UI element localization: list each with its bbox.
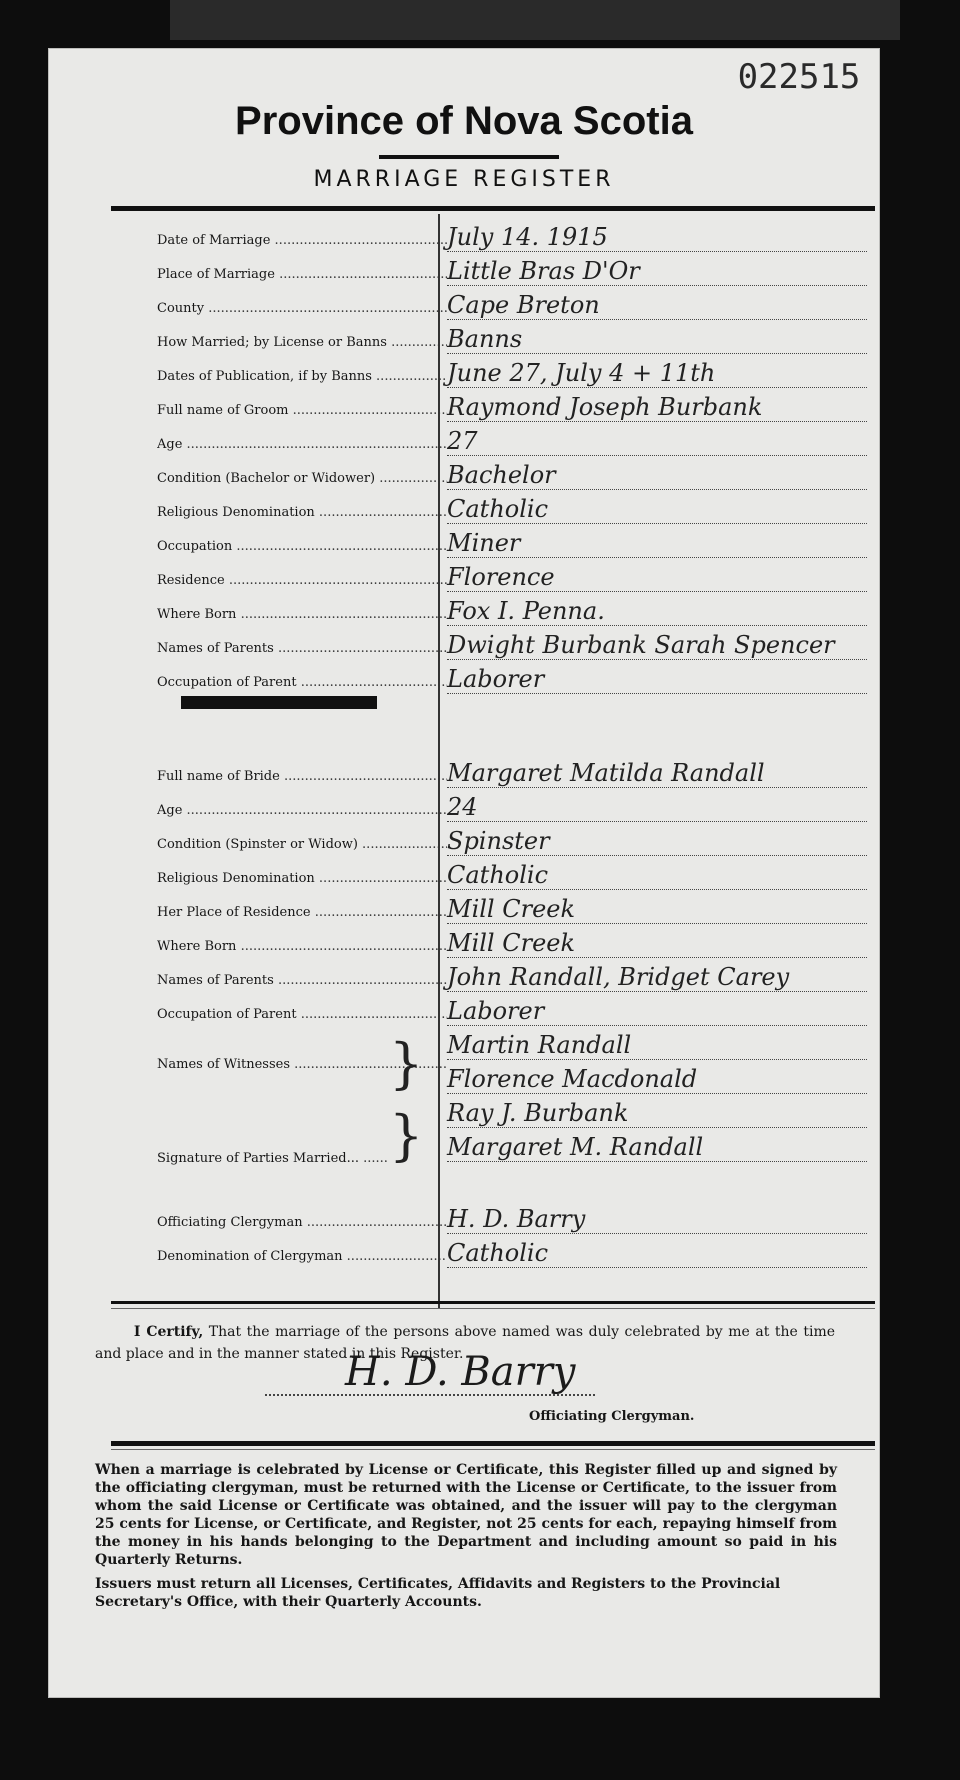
field-value: July 14. 1915 [447, 223, 608, 251]
field-value: Dwight Burbank Sarah Spencer [447, 631, 835, 659]
field-underline [447, 1267, 867, 1268]
field-underline [447, 693, 867, 694]
field-label: Age ..... [157, 803, 447, 818]
certificate-rule-thin [111, 1308, 875, 1309]
field-label: Her Place of Residence ..... [157, 905, 447, 920]
field-label: Place of Marriage ..... [157, 267, 447, 282]
field-label: Names of Parents ..... [157, 973, 447, 988]
field-label: Condition (Bachelor or Widower) ..... [157, 471, 447, 486]
field-value: Spinster [447, 827, 550, 855]
form-subtitle: MARRIAGE REGISTER [313, 167, 615, 192]
signature-label-row [107, 1143, 879, 1166]
title-underline [379, 155, 559, 159]
top-rule [111, 206, 875, 211]
field-underline [447, 489, 867, 490]
field-value: Florence [447, 563, 555, 591]
field-underline [447, 889, 867, 890]
witness-name: Florence Macdonald [447, 1065, 698, 1093]
field-row [107, 931, 879, 961]
field-row [107, 565, 879, 595]
field-underline [447, 1093, 867, 1094]
signature-row [107, 1101, 879, 1131]
field-value: Bachelor [447, 461, 556, 489]
field-label: Condition (Spinster or Widow) ..... [157, 837, 447, 852]
field-label: Occupation of Parent ..... [157, 675, 447, 690]
witness-brace: } [389, 1032, 424, 1095]
field-value: H. D. Barry [447, 1205, 586, 1233]
field-value: Laborer [447, 665, 545, 693]
field-label: Where Born ..... [157, 607, 447, 622]
signature-caption: Officiating Clergyman. [529, 1409, 695, 1424]
field-label: Religious Denomination ..... [157, 871, 447, 886]
field-row [107, 259, 879, 289]
field-underline [447, 1233, 867, 1234]
field-value: John Randall, Bridget Carey [447, 963, 790, 991]
field-value: Banns [447, 325, 523, 353]
signature-line [265, 1394, 595, 1396]
witness-label-row [107, 1049, 879, 1072]
field-value: Margaret Matilda Randall [447, 759, 765, 787]
field-label: Names of Parents ..... [157, 641, 447, 656]
field-underline [447, 319, 867, 320]
certify-body: That the marriage of the persons above named was duly celebrated by me at the time and place and in the manner stated in this Register. [95, 1324, 836, 1362]
field-underline [447, 421, 867, 422]
field-underline [447, 455, 867, 456]
field-underline [447, 659, 867, 660]
field-label: Full name of Groom ..... [157, 403, 447, 418]
field-underline [447, 285, 867, 286]
field-underline [447, 625, 867, 626]
party-signature: Ray J. Burbank [447, 1099, 629, 1127]
field-row [107, 293, 879, 323]
field-row [107, 965, 879, 995]
field-label: Religious Denomination ..... [157, 505, 447, 520]
field-value: 27 [447, 427, 478, 455]
field-label: Where Born ..... [157, 939, 447, 954]
field-row [107, 395, 879, 425]
field-label: Dates of Publication, if by Banns ..... [157, 369, 447, 384]
instruction-note: When a marriage is celebrated by License or Certificate, this Register filled up and signed by the officiating clergyman, must be returned with the License or Certificate, to the issuer from whom the said License or Certificate was obtained, and the issuer will pay to the clergyman 25 cents for License, or Certificate, and Register, not 25 cents for each, repaying himself from the money in his hands belonging to the Department and including amount so paid in his Quarterly Returns. [95, 1462, 837, 1568]
field-underline [447, 557, 867, 558]
witness-name: Martin Randall [447, 1031, 632, 1059]
field-underline [447, 787, 867, 788]
field-row [107, 599, 879, 629]
page-title: Province of Nova Scotia [235, 99, 693, 143]
field-row [107, 497, 879, 527]
field-underline [447, 1025, 867, 1026]
field-label: Residence ..... [157, 573, 447, 588]
field-row [107, 1241, 879, 1271]
field-row [107, 1207, 879, 1237]
field-row [107, 795, 879, 825]
field-row [107, 531, 879, 561]
field-underline [447, 923, 867, 924]
field-underline [447, 387, 867, 388]
field-value: Raymond Joseph Burbank [447, 393, 763, 421]
field-row [107, 429, 879, 459]
field-row [107, 327, 879, 357]
field-value: Laborer [447, 997, 545, 1025]
field-label: How Married; by License or Banns ..... [157, 335, 447, 350]
signature-brace: } [389, 1104, 424, 1167]
field-label: County ..... [157, 301, 447, 316]
field-row [107, 999, 879, 1029]
field-row [107, 829, 879, 859]
field-underline [447, 957, 867, 958]
field-row [107, 761, 879, 791]
clergyman-signature: H. D. Barry [345, 1349, 576, 1395]
field-label: Occupation ..... [157, 539, 447, 554]
section-divider-bar [181, 696, 377, 709]
witnesses-label: Names of Witnesses ..... [157, 1057, 447, 1072]
field-underline [447, 991, 867, 992]
field-underline [447, 1127, 867, 1128]
register-number: 022515 [737, 57, 861, 97]
scan-edge [170, 0, 900, 40]
field-label: Full name of Bride ..... [157, 769, 447, 784]
footer-rule-thin [111, 1449, 875, 1450]
issuer-note: Issuers must return all Licenses, Certificates, Affidavits and Registers to the Provincial Secretary's Office, with their Quarterly Accounts. [95, 1576, 781, 1610]
field-underline [447, 855, 867, 856]
field-row [107, 225, 879, 255]
field-underline [447, 353, 867, 354]
certify-lead: I Certify, [133, 1324, 204, 1340]
signatures-label: Signature of Parties Married... ..... [157, 1151, 387, 1166]
field-underline [447, 591, 867, 592]
field-label: Occupation of Parent ..... [157, 1007, 447, 1022]
certificate-rule-top [111, 1301, 875, 1304]
field-row [107, 361, 879, 391]
field-label: Officiating Clergyman ..... [157, 1215, 447, 1230]
field-underline [447, 523, 867, 524]
field-value: Catholic [447, 495, 549, 523]
footer-rule [111, 1441, 875, 1446]
field-value: Mill Creek [447, 895, 576, 923]
field-underline [447, 251, 867, 252]
field-value: Catholic [447, 861, 549, 889]
field-label: Denomination of Clergyman ..... [157, 1249, 447, 1264]
field-row [107, 897, 879, 927]
field-label: Age ..... [157, 437, 447, 452]
field-value: Little Bras D'Or [447, 257, 640, 285]
field-row [107, 863, 879, 893]
register-form [48, 48, 880, 1698]
field-row [107, 667, 879, 697]
field-value: Mill Creek [447, 929, 576, 957]
field-row [107, 463, 879, 493]
field-underline [447, 821, 867, 822]
field-value: 24 [447, 793, 478, 821]
field-value: Catholic [447, 1239, 549, 1267]
party-signature: Margaret M. Randall [447, 1133, 704, 1161]
field-label: Date of Marriage ..... [157, 233, 447, 248]
field-row [107, 633, 879, 663]
field-value: Cape Breton [447, 291, 600, 319]
field-value: June 27, July 4 + 11th [447, 359, 716, 387]
field-value: Miner [447, 529, 521, 557]
field-value: Fox I. Penna. [447, 597, 605, 625]
